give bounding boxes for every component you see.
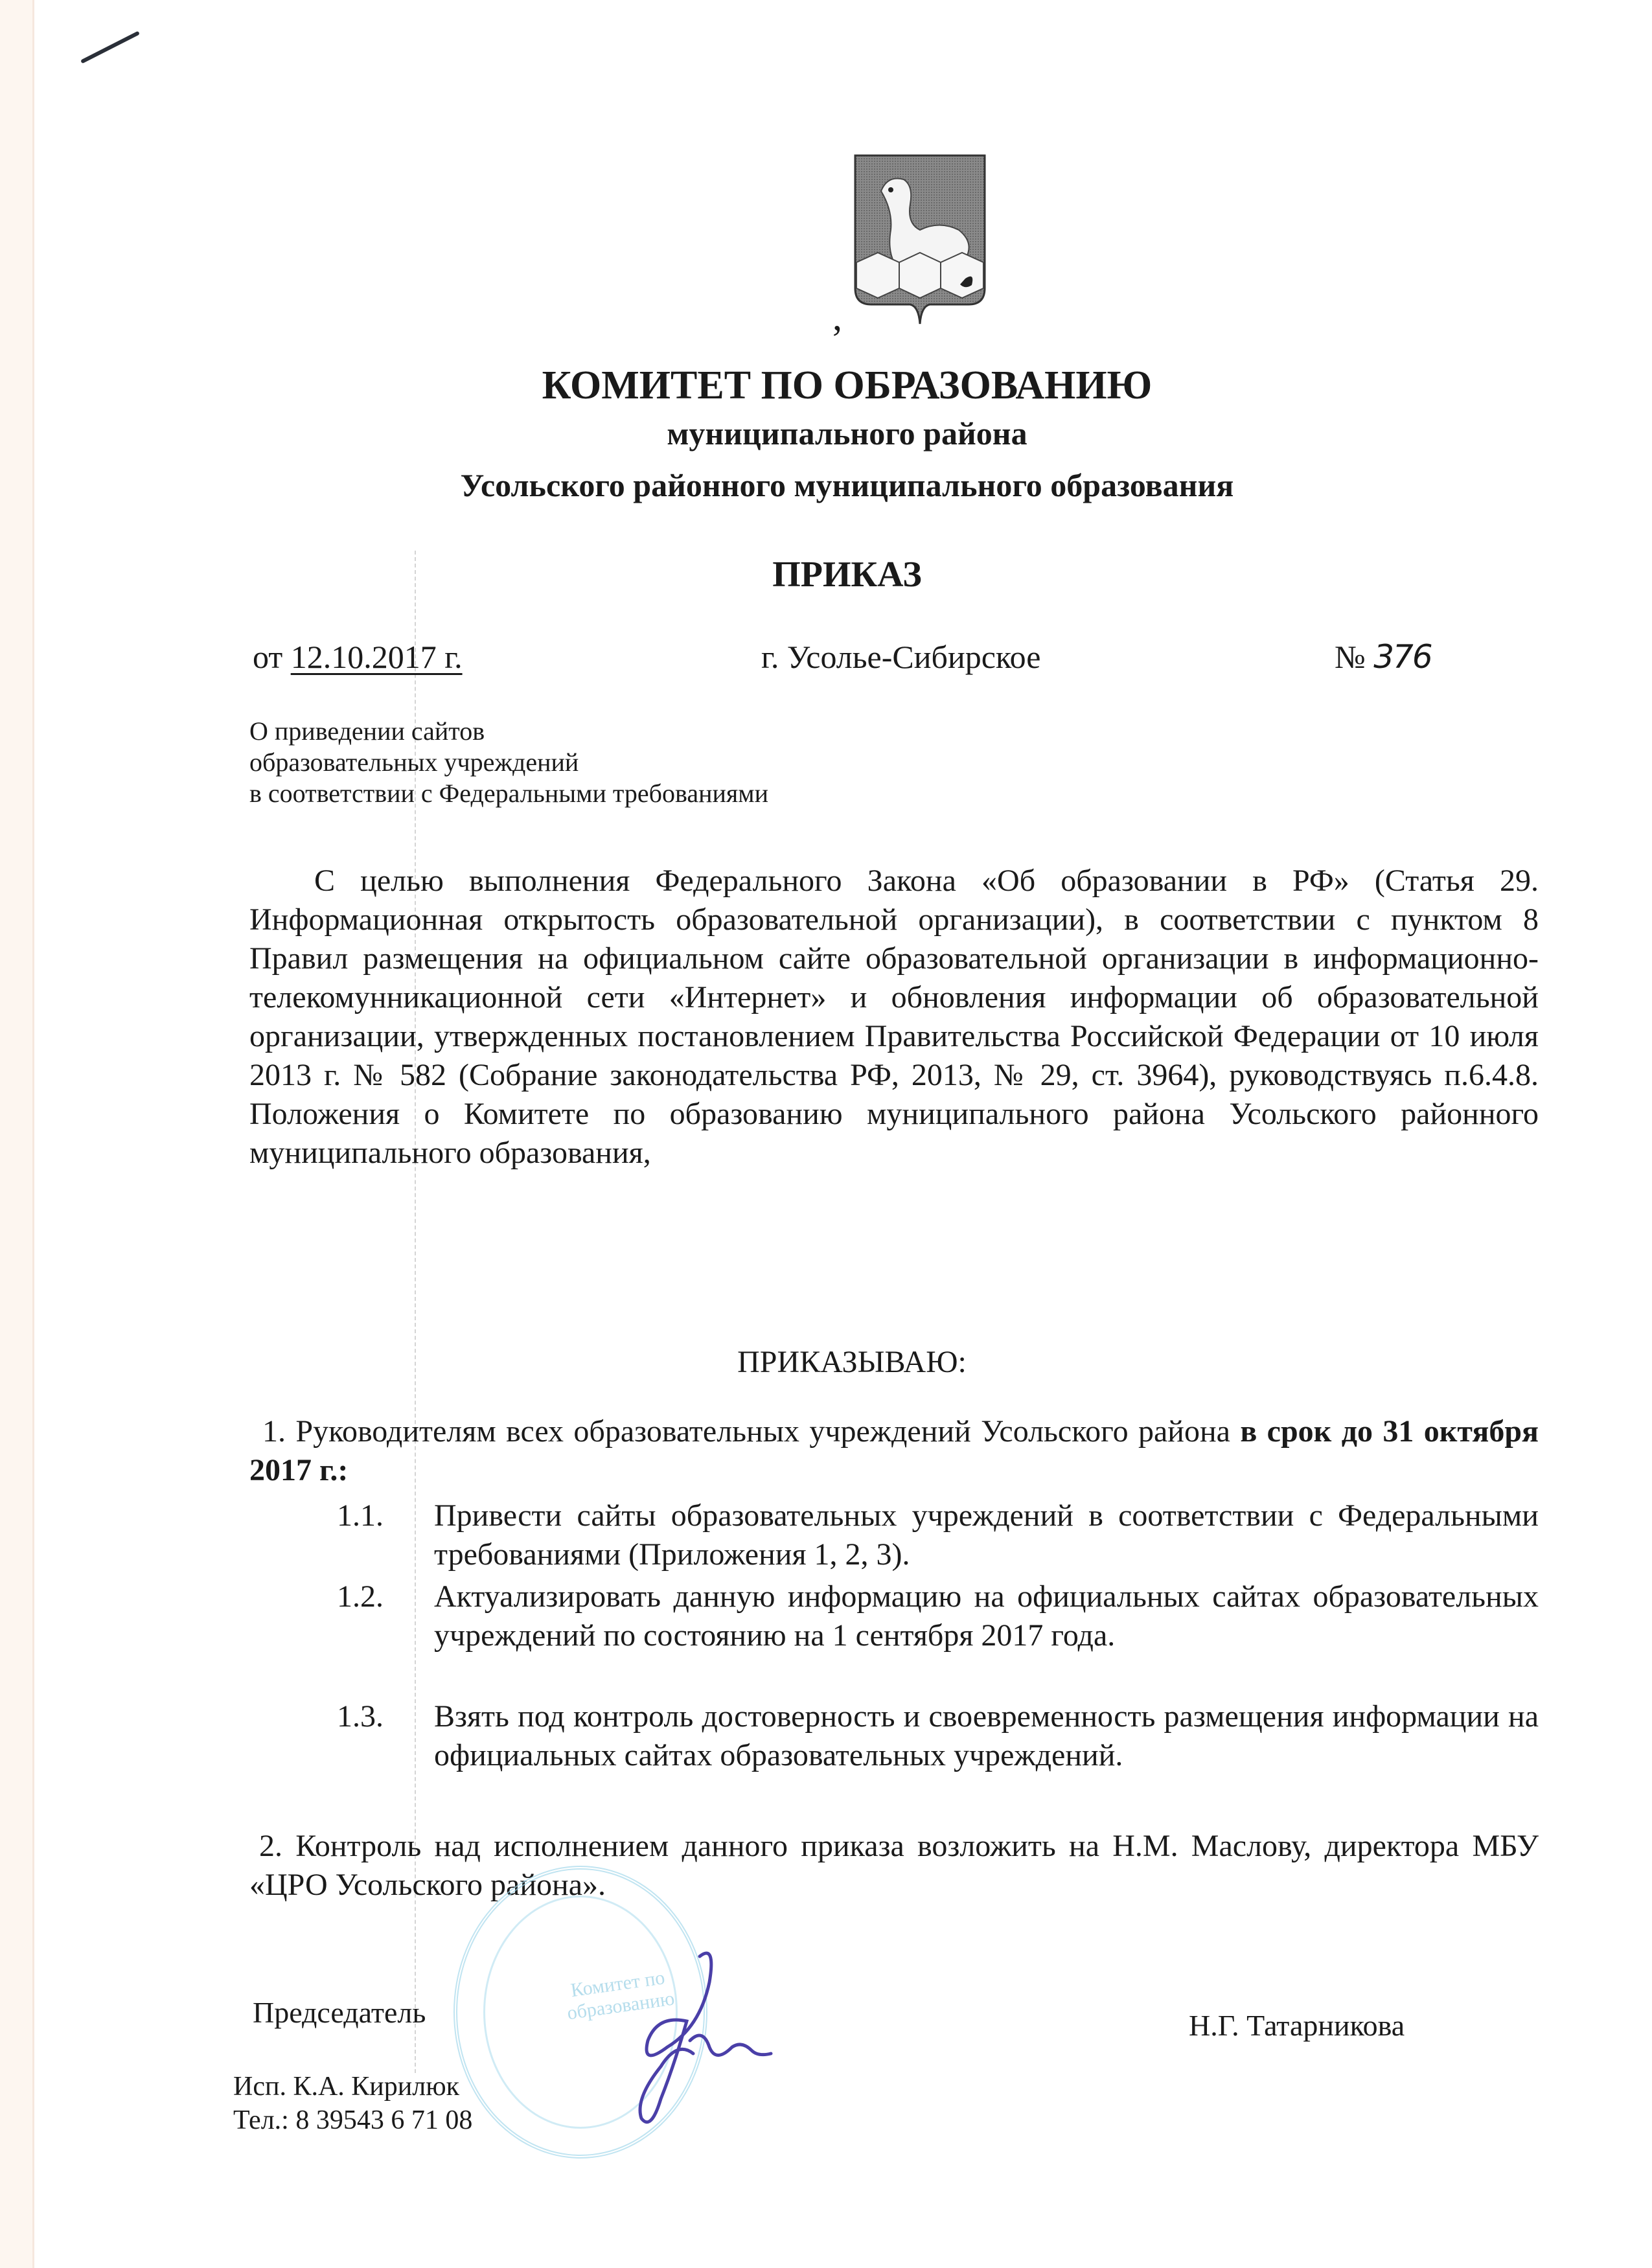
executor-info [233, 2070, 472, 2137]
date-label: от [253, 639, 283, 675]
item-1-text: 1. Руководителям всех образовательных учреждений Усольского района [262, 1414, 1241, 1449]
subitem-text: Актуализировать данную информацию на официальных сайтах образовательных учреждений по состоянию на 1 сентября 2017 года. [434, 1579, 1539, 1653]
subitem-number: 1.3. [337, 1699, 384, 1734]
document-date [253, 638, 463, 676]
subject-line: О приведении сайтов [249, 716, 485, 746]
decree-heading: ПРИКАЗЫВАЮ: [737, 1345, 967, 1379]
number-value: 376 [1373, 638, 1432, 676]
preamble-paragraph [249, 862, 1539, 1173]
document-meta-row [253, 638, 1471, 683]
order-subitem-1-3 [337, 1697, 1539, 1775]
item-1-deadline: в срок до 31 октября 2017 г.: [249, 1414, 1539, 1487]
subitem-number: 1.1. [337, 1498, 384, 1533]
executor-phone: Тел.: 8 39543 6 71 08 [233, 2105, 473, 2135]
document-type: ПРИКАЗ [772, 555, 922, 595]
executor-name: Исп. К.А. Кирилюк [233, 2072, 460, 2102]
signer-position: Председатель [253, 1996, 426, 2029]
organization-title: КОМИТЕТ ПО ОБРАЗОВАНИЮ [542, 363, 1153, 407]
organization-subtitle-1: муниципального района [667, 415, 1027, 452]
order-item-2 [249, 1827, 1539, 1905]
document-city: г. Усолье-Сибирское [761, 639, 1041, 675]
order-subitem-1-2 [337, 1577, 1539, 1655]
subitem-text: Привести сайты образовательных учреждений в соответствии с Федеральными требованиями (Приложения 1, 2, 3). [434, 1498, 1539, 1572]
date-value: 12.10.2017 г. [290, 639, 463, 675]
stray-comma-mark: , [832, 295, 842, 338]
order-item-1 [249, 1412, 1539, 1490]
document-subject [249, 716, 768, 809]
paper-fold-edge [0, 0, 34, 2268]
preamble-text: С целью выполнения Федерального Закона «Об образовании в РФ» (Статья 29. Информационная открытость образовательной организации), в соответствии с пунктом 8 Правил размещения на официальном сайте образовательной организации в информационно-телекомунникационной сети «Интернет» и обновления информации об образовательной организации, утвержденных постановлением Правительства Российской Федерации от 10 июля 2013 г. № 582 (Собрание законодательства РФ, 2013, № 29, ст. 3964), руководствуясь п.6.4.8. Положения о Комитете по образованию муниципального района Усольского районного муниципального образования, [249, 864, 1539, 1170]
subject-line: образовательных учреждений [249, 748, 579, 777]
number-label: № [1335, 639, 1366, 675]
subject-line: в соответствии с Федеральными требованиями [249, 779, 769, 808]
subitem-number: 1.2. [337, 1579, 384, 1614]
order-subitem-1-1 [337, 1496, 1539, 1574]
document-number [1335, 638, 1432, 676]
organization-subtitle-2: Усольского районного муниципального образования [460, 467, 1234, 503]
pen-mark [80, 31, 140, 64]
item-2-text: 2. Контроль над исполнением данного приказа возложить на Н.М. Маслову, директора МБУ «ЦРО Усольского района». [249, 1829, 1539, 1902]
signer-name: Н.Г. Татарникова [1189, 2009, 1405, 2042]
stamp-text: Комитет по образованию [566, 1967, 676, 2024]
subitem-text: Взять под контроль достоверность и своевременность размещения информации на официальных сайтах образовательных учреждений. [434, 1699, 1539, 1772]
handwritten-signature [564, 1943, 823, 2138]
coat-of-arms-ermine-icon [842, 139, 998, 327]
